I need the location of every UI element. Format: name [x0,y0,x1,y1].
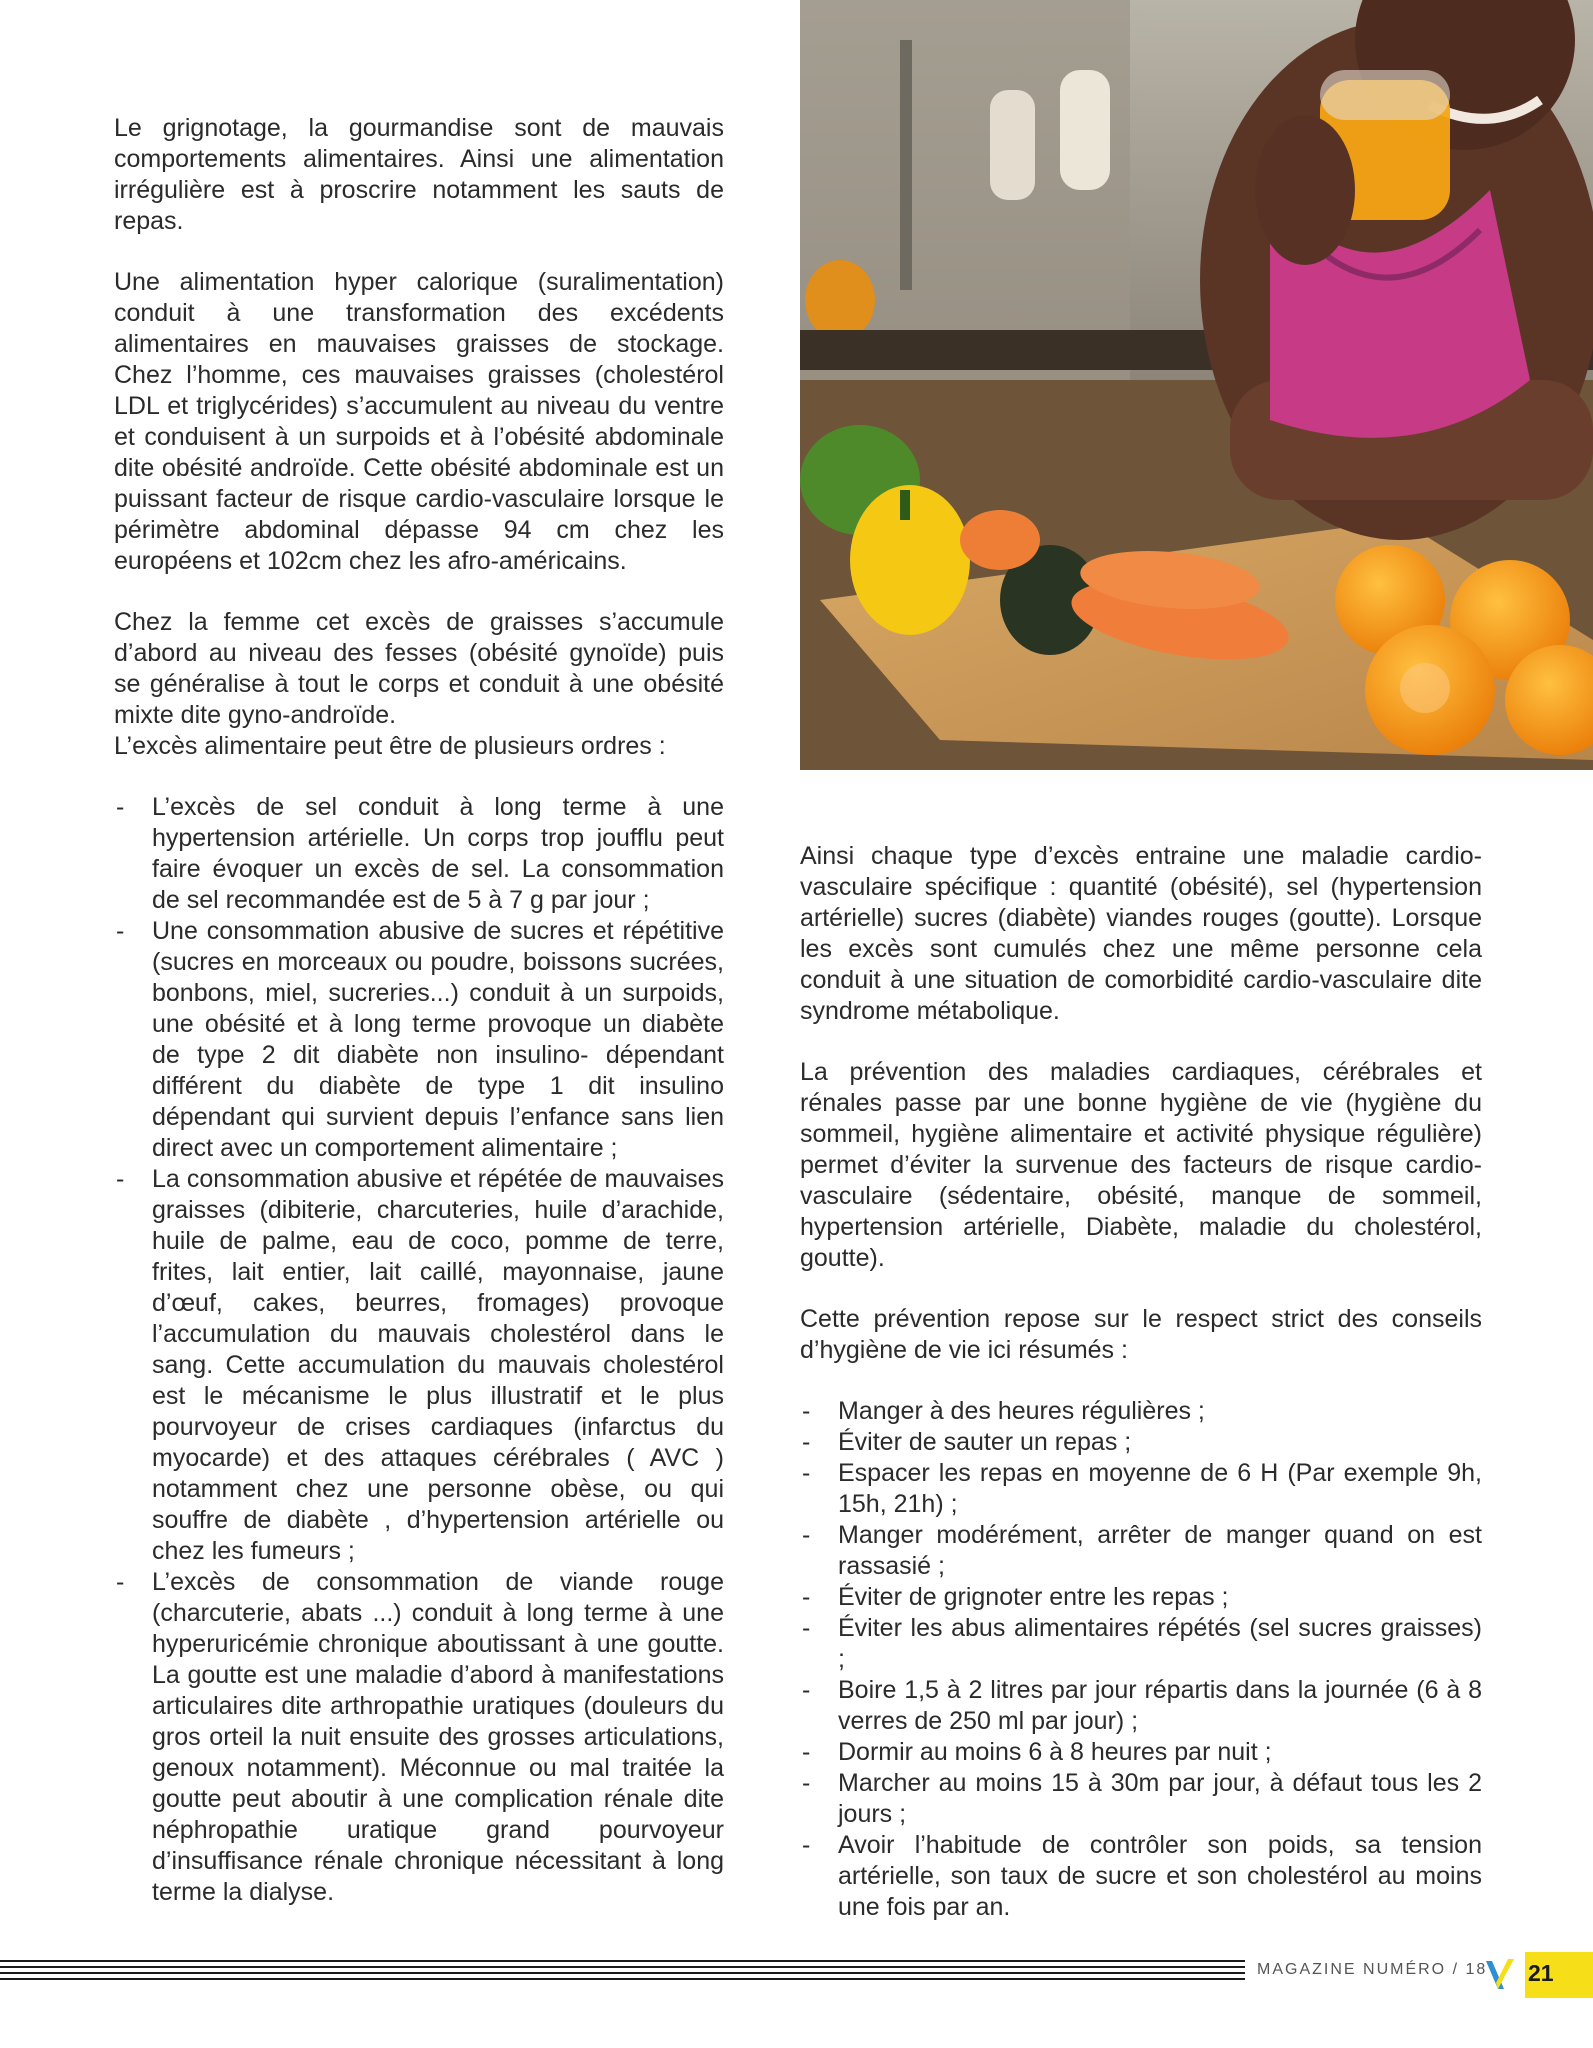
list-item: - Boire 1,5 à 2 litres par jour répartis dans la journée (6 à 8 verres de 250 ml par jour) ; [800,1675,1482,1737]
woman-drinking-juice-photo [800,0,1593,770]
list-item: - Espacer les repas en moyenne de 6 H (Par exemple 9h, 15h, 21h) ; [800,1458,1482,1520]
magazine-issue-label: MAGAZINE NUMÉRO / 18 [1257,1961,1488,1978]
list-item: - Manger à des heures régulières ; [800,1396,1482,1427]
magazine-logo-icon [1484,1955,1520,1993]
list-item: - La consommation abusive et répétée de mauvaises graisses (dibiterie, charcuteries, huile d’arachide, huile de palme, eau de coco, pomme de terre, frites, lait entier, lait caillé, mayonnaise, jaune d’œuf, cakes, beurres, fromages) provoque l’accumulation du mauvais cholestérol dans le sang. Cette accumulation du mauvais cholestérol est le mécanisme le plus illustratif et le plus pourvoyeur de crises cardiaques (infarctus du myocarde) et des attaques cérébrales ( AVC ) notamment chez une personne obèse, ou qui souffre de diabète , d’hypertension artérielle ou chez les fumeurs ; [114,1164,724,1567]
list-item: - Manger modérément, arrêter de manger quand on est rassasié ; [800,1520,1482,1582]
list-item: - Éviter les abus alimentaires répétés (sel sucres graisses) ; [800,1613,1482,1675]
paragraph: L’excès alimentaire peut être de plusieurs ordres : [114,732,666,760]
list-item: - Dormir au moins 6 à 8 heures par nuit ; [800,1737,1482,1768]
footer-rule [0,1960,1245,1962]
right-column [800,841,1482,1923]
prevention-list [800,1396,1482,1923]
page-number: 21 [1528,1960,1554,1986]
list-item: - Éviter de grignoter entre les repas ; [800,1582,1482,1613]
excess-list [114,792,724,1908]
footer-rule [0,1972,1245,1974]
paragraph: Le grignotage, la gourmandise sont de mauvais comportements alimentaires. Ainsi une alimentation irrégulière est à proscrire notamment les sauts de repas. [114,114,724,235]
footer-rule [0,1978,1245,1980]
list-item: - Marcher au moins 15 à 30m par jour, à défaut tous les 2 jours ; [800,1768,1482,1830]
left-column [114,113,724,1908]
list-item: - Avoir l’habitude de contrôler son poids, sa tension artérielle, son taux de sucre et son cholestérol au moins une fois par an. [800,1830,1482,1923]
list-item: - L’excès de sel conduit à long terme à une hypertension artérielle. Un corps trop joufflu peut faire évoquer un excès de sel. La consommation de sel recommandée est de 5 à 7 g par jour ; [114,792,724,916]
paragraph: Ainsi chaque type d’excès entraine une maladie cardio-vasculaire spécifique : quantité (obésité), sel (hypertension artérielle) sucres (diabète) viandes rouges (goutte). Lorsque les excès sont cumulés chez une même personne cela conduit à une situation de comorbidité cardio-vasculaire dite syndrome métabolique. [800,842,1482,1025]
page-footer [0,1952,1593,2002]
paragraph: Cette prévention repose sur le respect strict des conseils d’hygiène de vie ici résumés : [800,1305,1482,1364]
paragraph: Une alimentation hyper calorique (suralimentation) conduit à une transformation des excédents alimentaires en mauvaises graisses de stockage. Chez l’homme, ces mauvaises graisses (cholestérol LDL et triglycérides) s’accumulent au niveau du ventre et conduisent à un surpoids et à l’obésité abdominale dite obésité androïde. Cette obésité abdominale est un puissant facteur de risque cardio-vasculaire lorsque le périmètre abdominal dépasse 94 cm chez les européens et 102cm chez les afro-américains. [114,268,724,575]
list-item: - Éviter de sauter un repas ; [800,1427,1482,1458]
paragraph: La prévention des maladies cardiaques, cérébrales et rénales passe par une bonne hygiène de vie (hygiène du sommeil, hygiène alimentaire et activité physique régulière) permet d’éviter la survenue des facteurs de risque cardio-vasculaire (sédentaire, obésité, manque de sommeil, hypertension artérielle, Diabète, maladie du cholestérol, goutte). [800,1058,1482,1272]
paragraph: Chez la femme cet excès de graisses s’accumule d’abord au niveau des fesses (obésité gynoïde) puis se généralise à tout le corps et conduit à une obésité mixte dite gyno-androïde. [114,608,724,729]
list-item: - Une consommation abusive de sucres et répétitive (sucres en morceaux ou poudre, boissons sucrées, bonbons, miel, sucreries...) conduit à un surpoids, une obésité et à long terme provoque un diabète de type 2 dit diabète non insulino- dépendant différent du diabète de type 1 dit insulino dépendant qui survient depuis l’enfance sans lien direct avec un comportement alimentaire ; [114,916,724,1164]
footer-rule [0,1966,1245,1968]
list-item: - L’excès de consommation de viande rouge (charcuterie, abats ...) conduit à long terme à une hyperuricémie chronique aboutissant à une goutte. La goutte est une maladie d’abord à manifestations articulaires dite arthropathie uratiques (douleurs du gros orteil la nuit ensuite des grosses articulations, genoux notamment). Méconnue ou mal traitée la goutte peut aboutir à une complication rénale dite néphropathie uratique grand pourvoyeur d’insuffisance rénale chronique nécessitant à long terme la dialyse. [114,1567,724,1908]
